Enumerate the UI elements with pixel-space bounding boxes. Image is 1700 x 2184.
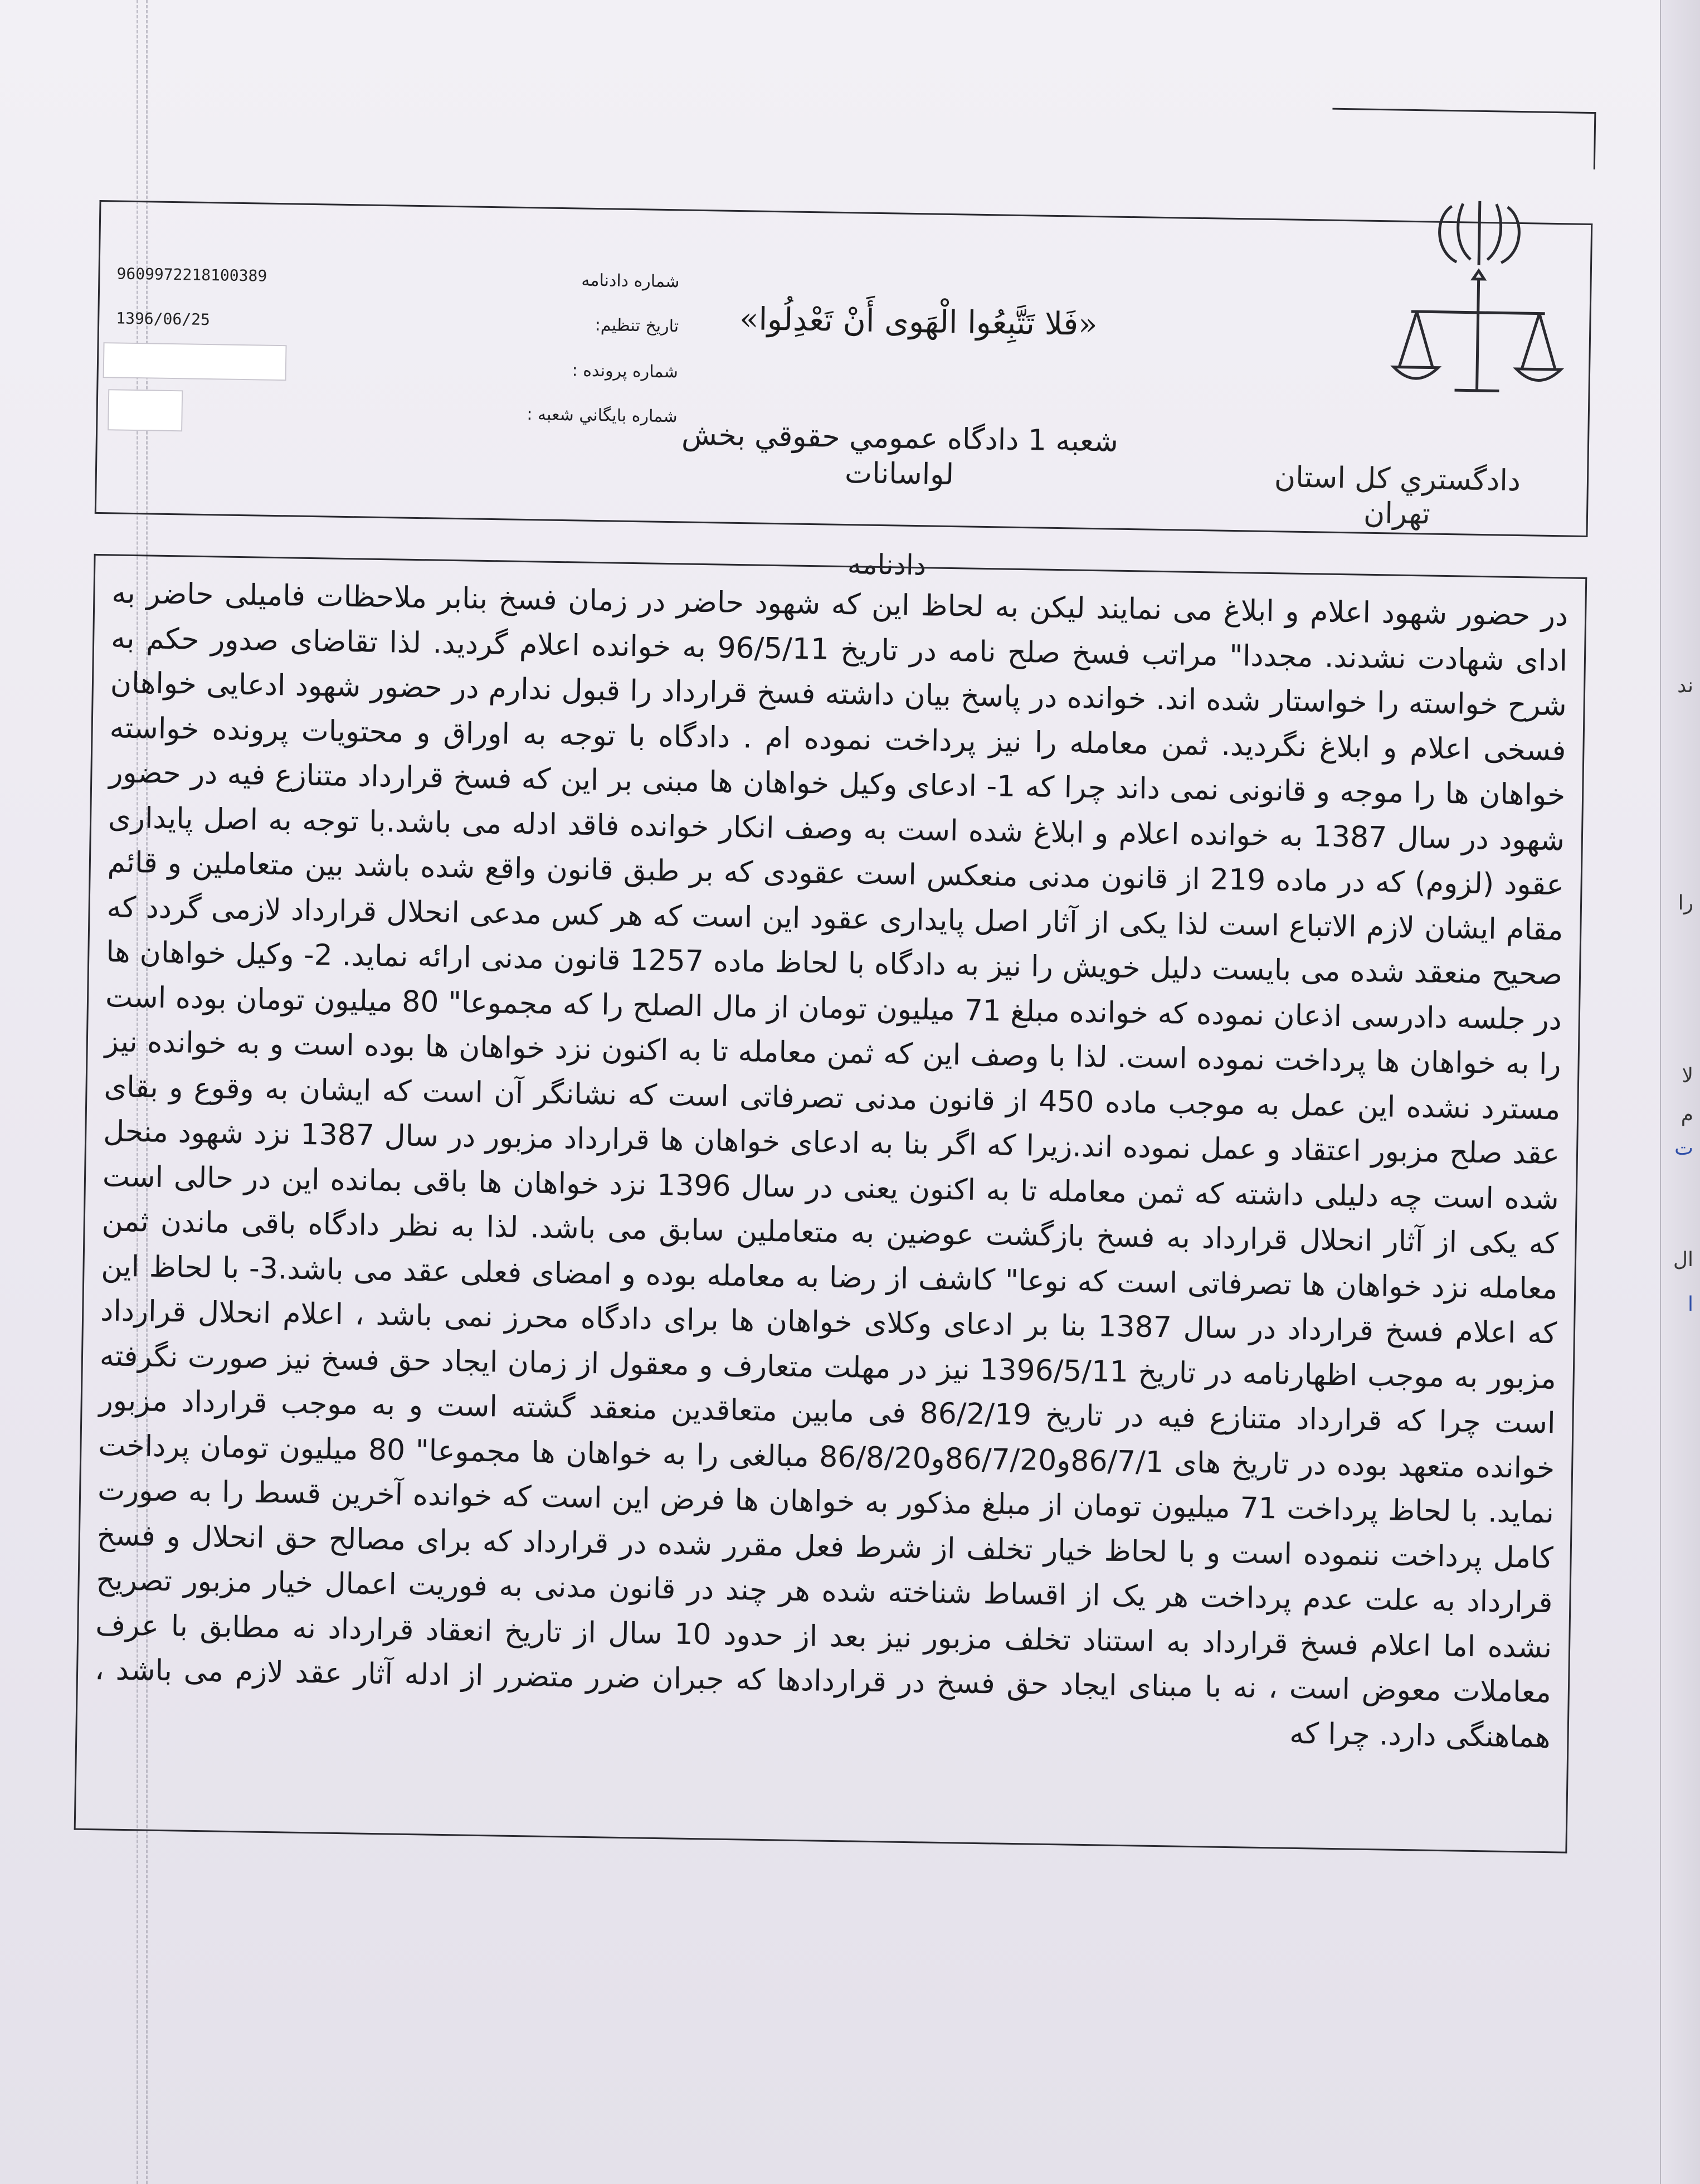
edge-mark-blue: ت [1674, 1137, 1693, 1160]
document-header [95, 200, 1592, 582]
verdict-document [74, 144, 1594, 1873]
verdict-number-label: شماره دادنامه [581, 270, 680, 292]
edge-mark: ند [1677, 674, 1693, 697]
edge-mark: را [1678, 892, 1693, 915]
court-name [1252, 460, 1543, 533]
edge-mark-blue: ا [1687, 1293, 1693, 1316]
date-value: 1396/06/25 [116, 309, 211, 329]
edge-mark: ال [1673, 1248, 1693, 1271]
document-title: دادنامه [847, 548, 927, 582]
header-top-border [1332, 108, 1596, 169]
court-branch [626, 416, 1173, 496]
court-name-line-2: تهران [1363, 496, 1431, 531]
court-branch-line-2: لواسانات [844, 456, 954, 492]
edge-mark: م [1680, 1103, 1693, 1126]
verdict-number-value: 9609972218100389 [116, 264, 267, 285]
archive-number-label: شماره بايگاني شعبه : [527, 405, 678, 427]
iran-emblem-scales-icon [1387, 194, 1569, 408]
date-label: تاريخ تنظيم: [595, 315, 679, 337]
archive-number-redaction [108, 389, 183, 431]
court-name-line-1: دادگستري کل استان [1274, 460, 1521, 498]
next-page-edge [1660, 0, 1700, 2184]
quran-verse-heading: «فَلا تَتَّبِعُوا الْهَوى أَنْ تَعْدِلُوا» [739, 301, 1098, 343]
verdict-body-text: در حضور شهود اعلام و ابلاغ می نمایند لیکن به لحاظ این که شهود حاضر در زمان فسخ بنابر ملاحظات فامیلی حاضر به ادای شهادت نشدند. مجددا" مراتب فسخ صلح نامه در تاریخ 96/5/11 به خوانده اعلام گردید. لذا تقاضای صدور حکم به شرح خواسته را خواستار شده اند. خوانده در پاسخ بیان داشته فسخ قرارداد را قبول ندارم در حضور شهود ادعایی خواهان فسخی اعلام و ابلاغ نگردید. ثمن معامله را نیز پرداخت نموده ام . دادگاه با توجه به اوراق و محتویات پرونده خواسته خواهان ها را موجه و قانونی نمی داند چرا که 1- ادعای وکیل خواهان ها مبنی بر این که فسخ قرارداد متنازع فیه در حضور شهود در سال 1387 به خوانده اعلام و ابلاغ شده است به وصف انکار خوانده فاقد ادله می باشد.با توجه به اصل پایداری عقود (لزوم) که در ماده 219 از قانون مدنی منعکس است عقودی که بر طبق قانون واقع شده باشد بین متعاملین و قائم مقام ایشان لازم الاتباع است لذا یکی از آثار اصل پایداری عقود این است که هر کس مدعی انحلال قرارداد لازمی گردد که صحیح منعقد شده می بایست دلیل خویش را نیز به دادگاه با لحاظ ماده 1257 قانون مدنی ارائه نماید. 2- وکیل خواهان ها در جلسه دادرسی اذعان نموده که خوانده مبلغ 71 میلیون تومان از مال الصلح را که مجموعا" 80 میلیون تومان بوده است را به خواهان ها پرداخت نموده است. لذا با وصف این که ثمن معامله تا به اکنون نزد خواهان ها بوده است و به خوانده نیز مسترد نشده این عمل به موجب ماده 450 از قانون مدنی تصرفاتی است که نشانگر آن است که ایشان به وقوع و بقای عقد صلح مزبور اعتقاد و عمل نموده اند.زیرا که اگر بنا به ادعای خواهان ها قرارداد مزبور در سال 1387 نزد شهود منحل شده است چه دلیلی داشته که ثمن معامله تا به اکنون یعنی در سال 1396 نزد خواهان ها باقی بمانده این در حالی است که یکی از آثار انحلال قرارداد به فسخ بازگشت عوضین به متعاملین سابق می باشد. لذا به نظر دادگاه باقی ماندن ثمن معامله نزد خواهان ها تصرفاتی است که نوعا" کاشف از رضا به معامله بوده و امضای فعلی عقد می باشد.3- با لحاظ این که اعلام فسخ قرارداد در سال 1387 بنا بر ادعای وکلای خواهان ها برای دادگاه محرز نمی باشد ، اعلام انحلال قرارداد مزبور به موجب اظهارنامه در تاریخ 1396/5/11 نیز در مهلت متعارف و معقول از زمان ایجاد حق فسخ نیز صورت نگرفته است چرا که قرارداد متنازع فیه در تاریخ 86/2/19 فی مابین متعاقدین منعقد گشته است و به موجب قرارداد مزبور خوانده متعهد بوده در تاریخ های 86/7/1و86/7/20و86/8/20 مبالغی را به خواهان ها مجموعا" 80 میلیون تومان پرداخت نماید. با لحاظ پرداخت 71 میلیون تومان از مبلغ مذکور به خواهان ها فرض این است که خوانده آخرین قسط را به صورت کامل پرداخت ننموده است و با لحاظ خیار تخلف از شرط فعل مقرر شده در قرارداد که برای مصالح حق انحلال و فسخ قرارداد به علت عدم پرداخت هر یک از اقساط شناخته شده هر چند در قانون مدنی به فوریت اعمال خیار مزبور تصریح نشده اما اعلام فسخ قرارداد به استناد تخلف مزبور نیز بعد از حدود 10 سال از تاریخ انعقاد قرارداد نه مطابق با عرف معاملات معوض است ، نه با مبنای ایجاد حق فسخ در قراردادها که جبران ضرر متضرر از ادله آثار عقد لازم می باشد ، هماهنگی دارد. چرا که [94, 576, 1569, 1754]
verdict-body-box [74, 554, 1587, 1854]
edge-mark: لا [1682, 1064, 1693, 1087]
case-number-label: شماره پرونده : [572, 361, 679, 382]
case-number-redaction [103, 342, 287, 381]
court-branch-line-1: شعبه 1 دادگاه عمومي حقوقي بخش [681, 418, 1119, 459]
